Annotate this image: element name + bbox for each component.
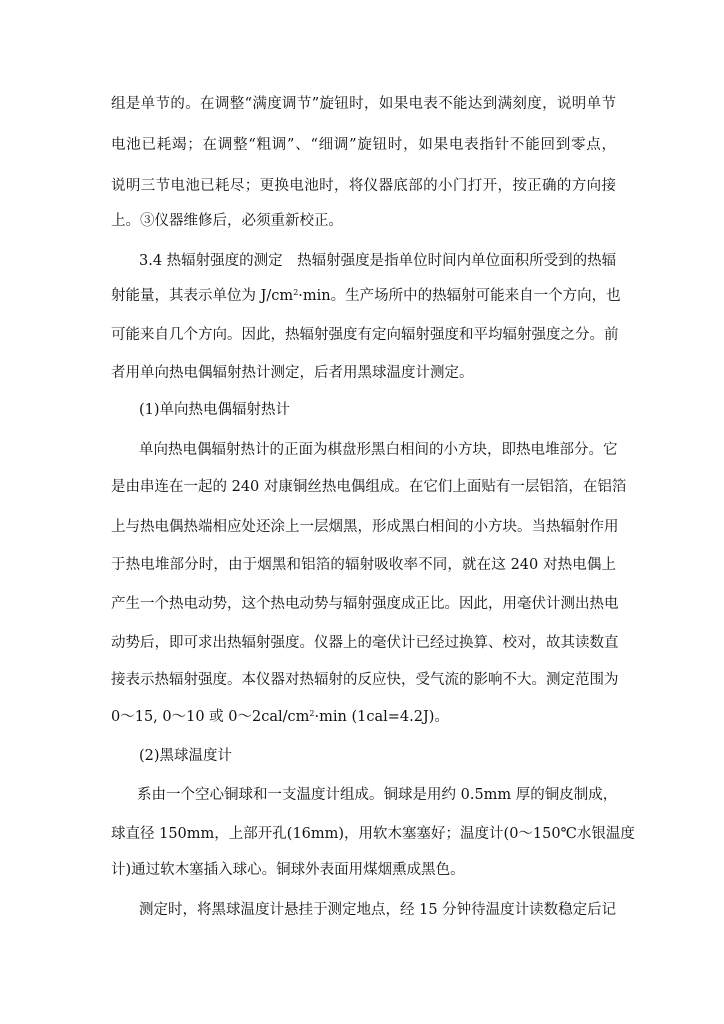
- text-line: 0～15, 0～10 或 $0\sim 2cal/cm^2\cdot\min$ (1cal=4.2J)。: [111, 709, 449, 725]
- text-line: 球直径 150mm，上部开孔(16mm)，用软木塞塞好；温度计(0～150℃水银温度: [111, 826, 635, 842]
- text-line: 动势后，即可求出热辐射强度。仪器上的毫伏计已经过换算、校对，故其读数直: [111, 635, 619, 651]
- text-line: 接表示热辐射强度。本仪器对热辐射的反应快，受气流的影响不大。测定范围为: [111, 672, 619, 688]
- subheading: (1)单向热电偶辐射热计: [139, 402, 291, 418]
- text-line: 上。③仪器维修后，必须重新校正。: [111, 213, 343, 229]
- text-line: 射能量，其表示单位为 $J/cm^2\cdot\min$。生产场所中的热辐射可能来自一个方向，也: [111, 288, 621, 304]
- text-line: 计)通过软木塞插入球心。铜球外表面用煤烟熏成黑色。: [111, 862, 465, 878]
- text-line: 组是单节的。在调整“满度调节”旋钮时，如果电表不能达到满刻度，说明单节: [111, 96, 616, 112]
- text-line: 者用单向热电偶辐射热计测定，后者用黑球温度计测定。: [111, 365, 474, 381]
- subheading: (2)黑球温度计: [139, 748, 233, 764]
- text-line: 于热电堆部分时，由于烟黑和铝箔的辐射吸收率不同，就在这 240 对热电偶上: [111, 557, 616, 573]
- text-line: 测定时，将黑球温度计悬挂于测定地点，经 15 分钟待温度计读数稳定后记: [139, 902, 617, 918]
- text-line: 电池已耗竭；在调整“粗调”、“细调”旋钮时，如果电表指针不能回到零点，: [111, 137, 616, 153]
- text-line: 产生一个热电动势，这个热电动势与辐射强度成正比。因此，用毫伏计测出热电: [111, 596, 619, 612]
- text-line: 可能来自几个方向。因此，热辐射强度有定向辐射强度和平均辐射强度之分。前: [111, 327, 619, 343]
- text-line: 系由一个空心铜球和一支温度计组成。铜球是用约 0.5mm 厚的铜皮制成，: [137, 787, 618, 803]
- text-line: 是由串连在一起的 240 对康铜丝热电偶组成。在它们上面贴有一层铝箔，在铝箔: [111, 479, 627, 495]
- text-line: 上与热电偶热端相应处还涂上一层烟黑，形成黑白相间的小方块。当热辐射作用: [111, 519, 619, 535]
- section-heading-line: 3.4 热辐射强度的测定 热辐射强度是指单位时间内单位面积所受到的热辐: [139, 253, 617, 269]
- text-line: 说明三节电池已耗尽；更换电池时，将仪器底部的小门打开，按正确的方向接: [111, 178, 616, 194]
- text-line: 单向热电偶辐射热计的正面为棋盘形黑白相间的小方块，即热电堆部分。它: [139, 442, 618, 458]
